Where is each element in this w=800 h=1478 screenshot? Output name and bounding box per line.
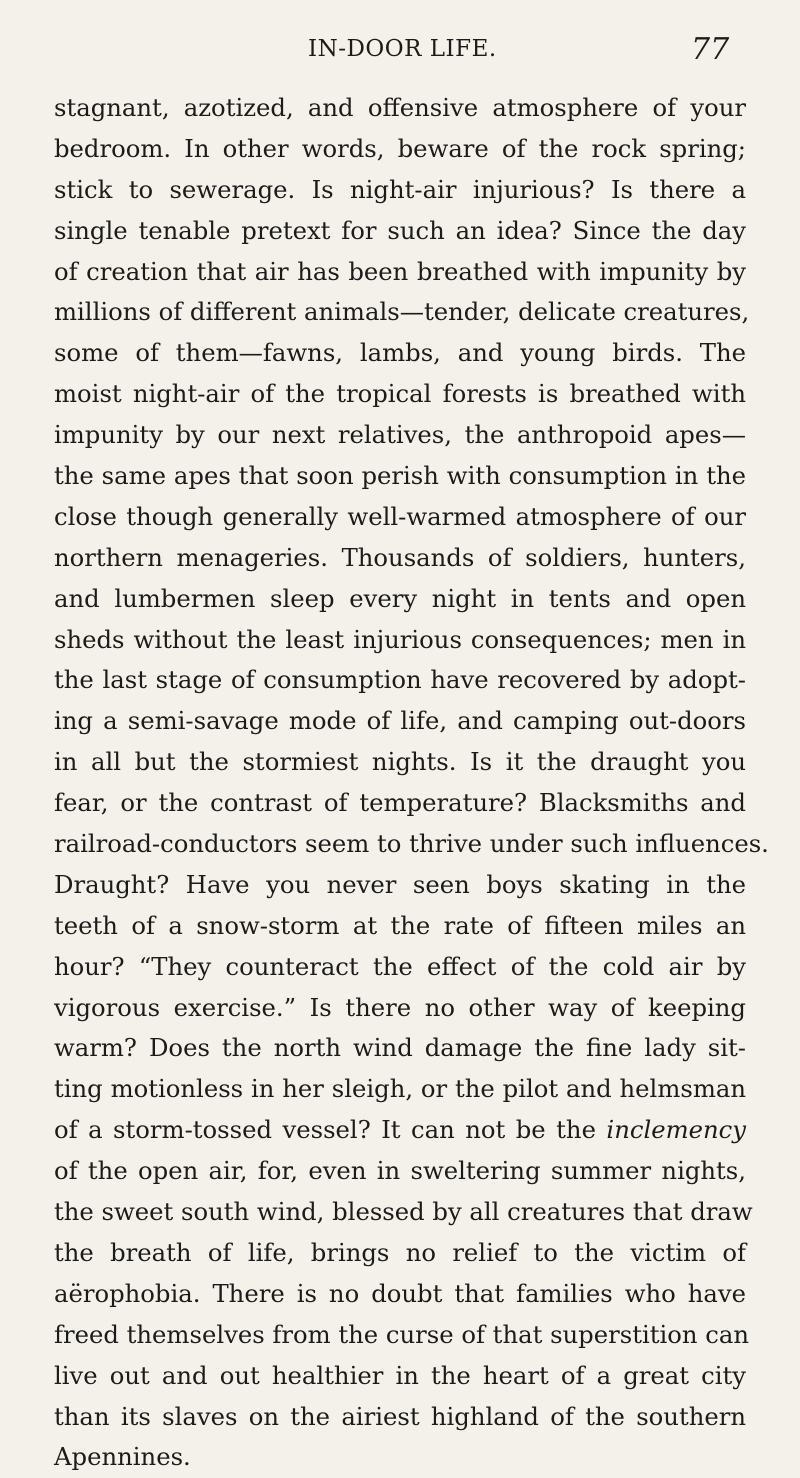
text-line: than its slaves on the airiest highland of the southern <box>54 1401 746 1431</box>
text-line: of the open air, for, even in sweltering summer nights, <box>54 1156 746 1186</box>
text-line: vigorous exercise.” Is there no other way of keeping <box>54 992 746 1022</box>
italic-word: inclemency <box>606 1115 746 1145</box>
text-line: and lumbermen sleep every night in tents and open <box>54 583 746 613</box>
text-line: the same apes that soon perish with consumption in the <box>54 461 746 491</box>
body-text <box>54 88 769 1478</box>
text-line: Draught? Have you never seen boys skating in the <box>54 869 746 899</box>
text-line: close though generally well-warmed atmosphere of our <box>54 501 746 531</box>
page-number: 77 <box>691 32 730 67</box>
text-line: single tenable pretext for such an idea? Since the day <box>54 215 746 245</box>
text-line: impunity by our next relatives, the anthropoid apes— <box>54 420 746 450</box>
text-line: aërophobia. There is no doubt that families who have <box>54 1278 746 1308</box>
text-line: freed themselves from the curse of that superstition can <box>54 1319 750 1349</box>
text-line: stagnant, azotized, and offensive atmosphere of your <box>54 93 746 122</box>
text-line: moist night-air of the tropical forests is breathed with <box>54 379 746 409</box>
line-text: of a storm-tossed vessel? It can not be the <box>54 1115 607 1145</box>
text-line: ing a semi-savage mode of life, and camping out-doors <box>54 706 746 736</box>
text-line: the sweet south wind, blessed by all creatures that draw <box>54 1197 753 1227</box>
text-line: fear, or the contrast of temperature? Blacksmiths and <box>54 788 746 818</box>
text-line: Apennines. <box>54 1442 191 1472</box>
text-line: warm? Does the north wind damage the fine lady sit- <box>54 1033 746 1063</box>
text-line: in all but the stormiest nights. Is it the draught you <box>54 747 746 777</box>
text-line: teeth of a snow-storm at the rate of fifteen miles an <box>54 910 746 940</box>
text-line: sheds without the least injurious consequences; men in <box>54 624 746 654</box>
text-line: the breath of life, brings no relief to the victim of <box>54 1237 746 1267</box>
text-line: stick to sewerage. Is night-air injurious? Is there a <box>54 174 746 204</box>
text-line: live out and out healthier in the heart of a great city <box>54 1360 746 1390</box>
text-line: of creation that air has been breathed with impunity by <box>54 256 746 286</box>
text-line: railroad-conductors seem to thrive under such influences. <box>54 829 769 859</box>
text-line: some of them—fawns, lambs, and young birds. The <box>54 338 746 368</box>
text-line: northern menageries. Thousands of soldiers, hunters, <box>54 542 746 572</box>
page-header <box>0 32 800 72</box>
text-line: the last stage of consumption have recovered by adopt- <box>54 665 746 695</box>
text-line: bedroom. In other words, beware of the rock spring; <box>54 133 746 163</box>
text-line: hour? “They counteract the effect of the cold air by <box>54 951 746 981</box>
running-head: IN-DOOR LIFE. <box>308 36 497 62</box>
text-line-with-italic <box>54 1110 746 1151</box>
text-line: ting motionless in her sleigh, or the pilot and helmsman <box>54 1074 746 1104</box>
text-line: millions of different animals—tender, delicate creatures, <box>54 297 750 327</box>
